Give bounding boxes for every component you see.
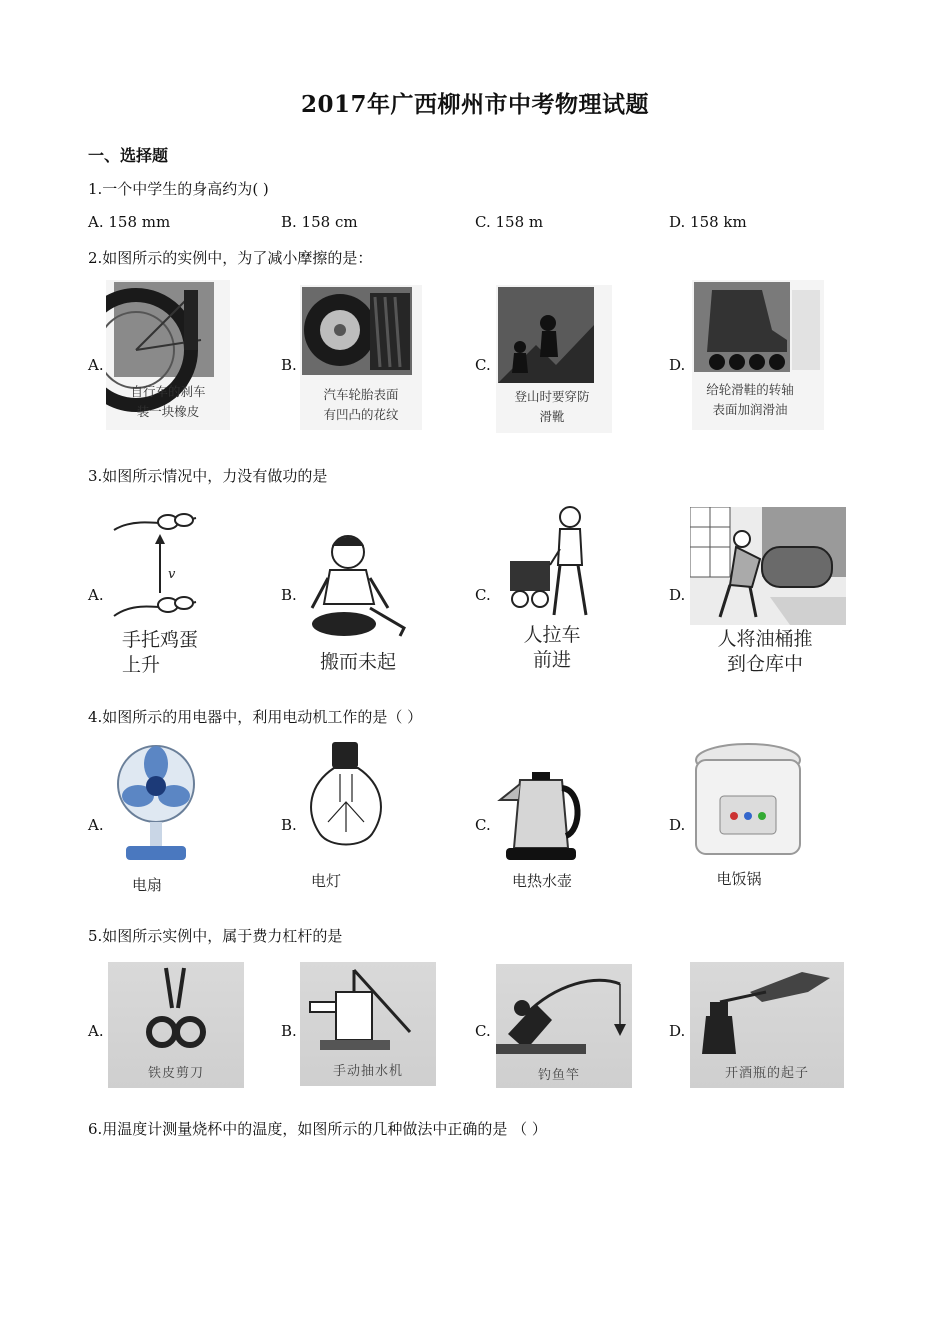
q4-letter-b: B.	[281, 816, 297, 834]
q3-hand-egg-image	[110, 508, 210, 680]
q5-letter-c: C.	[475, 1022, 491, 1040]
question-6-text: 6.用温度计测量烧杯中的温度，如图所示的几种做法中正确的是 （ ）	[88, 1120, 547, 1138]
hand-lifting-egg-illustration	[110, 508, 210, 628]
q2-caption-a: 自行车的刹车 装一块橡皮	[130, 384, 206, 419]
question-2-text: 2.如图所示的实例中，为了减小摩擦的是：	[88, 249, 373, 267]
question-5-text: 5.如图所示实例中，属于费力杠杆的是	[88, 927, 343, 945]
q2-rollerskate-image	[692, 280, 824, 430]
q2-tire-image	[300, 285, 422, 430]
q5-caption-b: 手动抽水机	[332, 1064, 403, 1079]
q5-caption-c: 钓鱼竿	[537, 1068, 580, 1083]
electric-kettle-illustration	[496, 770, 592, 864]
q2-letter-c: C.	[475, 356, 491, 374]
q5-fishing-rod-image	[496, 964, 632, 1088]
q4-letter-c: C.	[475, 816, 491, 834]
q4-caption-a: 电扇	[131, 876, 162, 894]
question-3-text: 3.如图所示情况中，力没有做功的是	[88, 467, 328, 485]
question-1-text: 1.一个中学生的身高约为( )	[88, 180, 269, 198]
velocity-label: v	[168, 567, 176, 582]
section-heading: 一、选择题	[88, 146, 169, 165]
q4-fan-image	[112, 742, 198, 900]
q2-letter-b: B.	[281, 356, 297, 374]
q4-caption-d: 电饭锅	[716, 870, 762, 888]
q3-pull-cart-image	[508, 503, 608, 683]
tin-shears-illustration	[108, 962, 244, 1054]
q5-letter-a: A.	[88, 1022, 104, 1040]
q3-lifting-image	[300, 532, 416, 682]
q4-bulb-image	[300, 740, 392, 898]
q4-rice-cooker-image	[690, 742, 806, 894]
q1-option-d: D. 158 km	[669, 213, 747, 231]
q3-caption-c: 人拉车 前进	[523, 624, 581, 671]
q5-letter-b: B.	[281, 1022, 297, 1040]
person-pulling-cart-illustration	[508, 503, 608, 623]
q3-push-barrel-image	[690, 507, 846, 683]
q5-caption-a: 铁皮剪刀	[147, 1066, 204, 1081]
q1-option-a: A. 158 mm	[88, 213, 171, 231]
q3-letter-a: A.	[88, 586, 104, 604]
q3-letter-d: D.	[669, 586, 686, 604]
q4-kettle-image	[496, 770, 592, 898]
q5-letter-d: D.	[669, 1022, 686, 1040]
electric-fan-illustration	[112, 742, 198, 864]
q3-letter-b: B.	[281, 586, 297, 604]
q5-pump-image	[300, 962, 436, 1086]
person-lifting-rock-illustration	[300, 532, 416, 644]
q2-letter-a: A.	[88, 356, 104, 374]
q1-option-b: B. 158 cm	[281, 213, 358, 231]
q2-caption-d: 给轮滑鞋的转轴 表面加润滑油	[706, 382, 794, 417]
q2-climbing-image	[496, 285, 612, 433]
page-title: 2017年广西柳州市中考物理试题	[300, 91, 649, 118]
question-4-text: 4.如图所示的用电器中，利用电动机工作的是（ ）	[88, 708, 423, 726]
person-pushing-barrel-illustration	[690, 507, 846, 625]
bottle-opener-illustration	[690, 962, 844, 1054]
q2-bicycle-brake-image	[106, 280, 230, 430]
q1-option-c: C. 158 m	[475, 213, 544, 231]
q2-letter-d: D.	[669, 356, 686, 374]
fishing-rod-illustration	[496, 964, 632, 1054]
q4-caption-c: 电热水壶	[511, 872, 572, 890]
light-bulb-illustration	[300, 740, 392, 856]
q3-letter-c: C.	[475, 586, 491, 604]
q4-letter-d: D.	[669, 816, 686, 834]
rice-cooker-illustration	[690, 742, 806, 860]
q3-caption-d: 人将油桶推 到仓库中	[717, 628, 813, 675]
q2-caption-b: 汽车轮胎表面 有凹凸的花纹	[323, 387, 399, 422]
hand-pump-illustration	[300, 962, 436, 1052]
q4-letter-a: A.	[88, 816, 104, 834]
q3-caption-a: 手托鸡蛋 上升	[122, 629, 199, 676]
q2-caption-c: 登山时要穿防 滑靴	[514, 389, 590, 424]
q5-bottle-opener-image	[690, 962, 844, 1088]
q4-caption-b: 电灯	[310, 872, 341, 890]
q5-caption-d: 开酒瓶的起子	[724, 1066, 809, 1081]
q5-shears-image	[108, 962, 244, 1088]
q3-caption-b: 搬而未起	[319, 651, 396, 673]
